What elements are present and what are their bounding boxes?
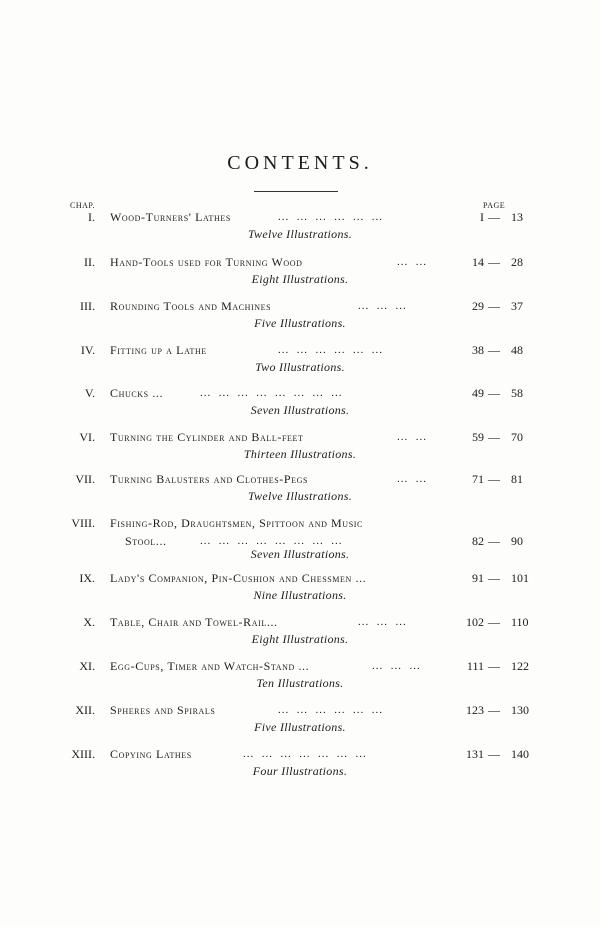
chapter-number: IX. <box>79 571 95 585</box>
dot-leader: ... ... ... ... ... ... <box>278 704 383 716</box>
dot-leader: ... ... <box>397 431 427 443</box>
chapter-title: Wood-Turners' Lathes <box>110 210 231 224</box>
page-end: 90 <box>511 534 523 548</box>
chapter-number: II. <box>84 255 95 269</box>
page-end: 81 <box>511 472 523 486</box>
dot-leader: ... ... ... ... ... ... ... <box>243 748 367 760</box>
page-end: 122 <box>511 659 529 673</box>
toc-entry[interactable]: IX. Lady's Companion, Pin-Cushion and Chessmen ... 91 — 101 Nine Illustrations. <box>79 571 529 602</box>
chapter-number: VII. <box>75 472 95 486</box>
chapter-title: Egg-Cups, Timer and Watch-Stand ... <box>110 659 310 673</box>
illustration-note: Twelve Illustrations. <box>247 227 353 241</box>
page-start: 102 <box>466 615 484 629</box>
illustration-note: Five Illustrations. <box>254 720 346 734</box>
page-end: 28 <box>511 255 523 269</box>
chapter-title: Table, Chair and Towel-Rail... <box>110 615 278 629</box>
dot-leader: ... ... <box>397 473 427 485</box>
dot-leader: ... ... <box>397 256 427 268</box>
toc-entry[interactable]: VIII. Fishing-Rod, Draughtsmen, Spittoon and Music Stool... ... ... ... ... ... ... ... ... 82 — 90 Seven Illustrations. <box>71 516 523 561</box>
chapter-title: Copying Lathes <box>110 747 192 761</box>
chapter-title: Chucks ... <box>110 386 164 400</box>
dot-leader: ... ... ... <box>358 300 407 312</box>
chapter-number: XI. <box>79 659 95 673</box>
page-end: 101 <box>511 571 529 585</box>
toc-entry[interactable]: I. Wood-Turners' Lathes ... ... ... ... ... ... I — 13 Twelve Illustrations. <box>88 210 523 241</box>
toc-entry[interactable]: XIII. Copying Lathes ... ... ... ... ... ... ... 131 — 140 Four Illustrations. <box>71 747 529 778</box>
toc-entry[interactable]: XI. Egg-Cups, Timer and Watch-Stand ... ... ... ... 111 — 122 Ten Illustrations. <box>79 659 529 690</box>
dot-leader: ... ... ... <box>358 616 407 628</box>
chapter-number: VI. <box>79 430 95 444</box>
chapter-number: XII. <box>75 703 95 717</box>
toc-entry[interactable]: IV. Fitting up a Lathe ... ... ... ... ... ... 38 — 48 Two Illustrations. <box>80 343 523 374</box>
page-start: 82 <box>472 534 484 548</box>
dot-leader: ... ... ... ... ... ... <box>278 211 383 223</box>
page-start: 49 <box>472 386 484 400</box>
page-start: 111 <box>466 659 484 673</box>
illustration-note: Four Illustrations. <box>252 764 348 778</box>
page-column-header: PAGE <box>483 201 506 210</box>
chapter-number: IV. <box>80 343 95 357</box>
toc-entry[interactable]: VII. Turning Balusters and Clothes-Pegs ... ... 71 — 81 Twelve Illustrations. <box>75 472 523 503</box>
toc-entry[interactable]: X. Table, Chair and Towel-Rail... ... ... ... 102 — 110 Eight Illustrations. <box>83 615 529 646</box>
page-end: 37 <box>511 299 523 313</box>
chapter-title: Turning Balusters and Clothes-Pegs <box>110 472 309 486</box>
chapter-title: Hand-Tools used for Turning Wood <box>110 255 303 269</box>
dot-leader: ... ... ... <box>372 660 421 672</box>
page-end: 140 <box>511 747 529 761</box>
dot-leader: ... ... ... ... ... ... ... ... <box>200 387 343 399</box>
toc-entry[interactable]: XII. Spheres and Spirals ... ... ... ... ... ... 123 — 130 Five Illustrations. <box>75 703 529 734</box>
page-start: 14 <box>472 255 484 269</box>
page-end: 130 <box>511 703 529 717</box>
illustration-note: Eight Illustrations. <box>251 272 349 286</box>
page-start: 123 <box>466 703 484 717</box>
page-start: I <box>480 210 484 224</box>
dot-leader: ... ... ... ... ... ... <box>278 344 383 356</box>
page-start: 71 <box>472 472 484 486</box>
page-end: 58 <box>511 386 523 400</box>
chapter-number: I. <box>88 210 95 224</box>
illustration-note: Seven Illustrations. <box>250 547 350 561</box>
chapter-number: X. <box>83 615 95 629</box>
page-end: 110 <box>511 615 529 629</box>
title-rule <box>254 191 338 192</box>
page-start: 131 <box>466 747 484 761</box>
dot-leader: ... ... ... ... ... ... ... ... <box>200 535 343 547</box>
chapter-number: XIII. <box>71 747 95 761</box>
chapter-title-continued: Stool... <box>125 534 167 548</box>
chapter-column-header: CHAP. <box>70 201 95 210</box>
chapter-number: V. <box>84 386 95 400</box>
page-end: 13 <box>511 210 523 224</box>
chapter-number: VIII. <box>71 516 95 530</box>
chapter-title: Rounding Tools and Machines <box>110 299 272 313</box>
toc-entry[interactable]: III. Rounding Tools and Machines ... ... ... 29 — 37 Five Illustrations. <box>80 299 523 330</box>
illustration-note: Five Illustrations. <box>254 316 346 330</box>
illustration-note: Nine Illustrations. <box>253 588 347 602</box>
page-end: 48 <box>511 343 523 357</box>
illustration-note: Thirteen Illustrations. <box>243 447 357 461</box>
illustration-note: Seven Illustrations. <box>250 403 350 417</box>
chapter-title: Spheres and Spirals <box>110 703 216 717</box>
chapter-number: III. <box>80 299 95 313</box>
chapter-title: Turning the Cylinder and Ball-feet <box>110 430 304 444</box>
chapter-title: Fitting up a Lathe <box>110 343 207 357</box>
page-start: 38 <box>472 343 484 357</box>
page-title: CONTENTS. <box>227 152 373 174</box>
toc-entry[interactable]: V. Chucks ... ... ... ... ... ... ... ... ... 49 — 58 Seven Illustrations. <box>84 386 523 417</box>
page-start: 91 <box>472 571 484 585</box>
page-start: 59 <box>472 430 484 444</box>
illustration-note: Twelve Illustrations. <box>247 489 353 503</box>
toc-entry[interactable]: II. Hand-Tools used for Turning Wood ... ... 14 — 28 Eight Illustrations. <box>84 255 523 286</box>
chapter-title: Fishing-Rod, Draughtsmen, Spittoon and Music <box>110 516 363 530</box>
illustration-note: Eight Illustrations. <box>251 632 349 646</box>
toc-entry[interactable]: VI. Turning the Cylinder and Ball-feet ... ... 59 — 70 Thirteen Illustrations. <box>79 430 523 461</box>
page-end: 70 <box>511 430 523 444</box>
page-start: 29 <box>472 299 484 313</box>
illustration-note: Ten Illustrations. <box>256 676 344 690</box>
illustration-note: Two Illustrations. <box>255 360 345 374</box>
chapter-title: Lady's Companion, Pin-Cushion and Chessmen ... <box>110 571 367 585</box>
